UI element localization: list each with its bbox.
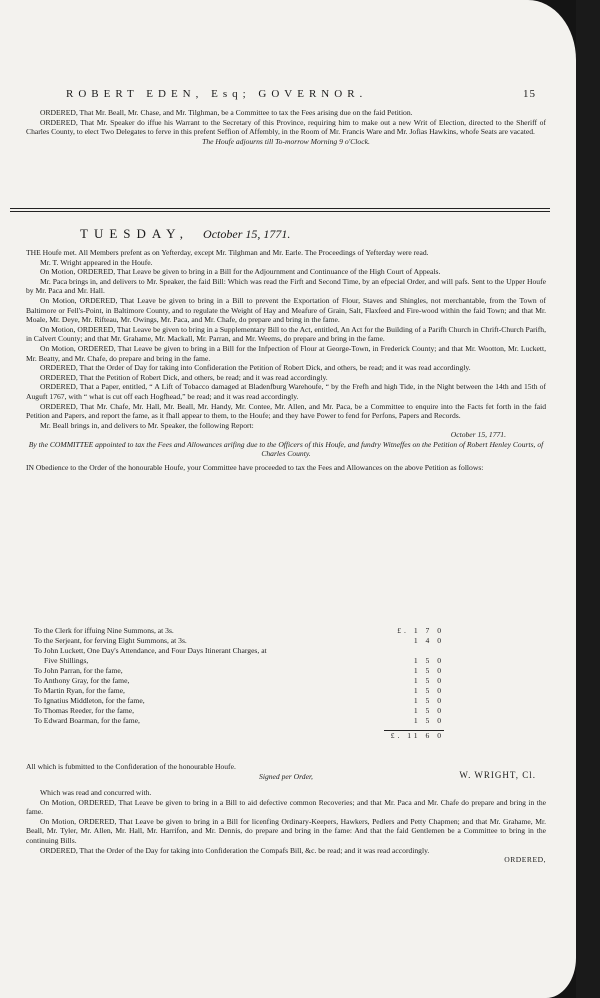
fee-row: To Martin Ryan, for the fame, 1 5 0 (34, 686, 444, 695)
fee-row: Five Shillings, 1 5 0 (44, 656, 444, 665)
body-paragraph: THE Houfe met. All Members prefent as on Yefterday, except Mr. Tilghman and Mr. Earle. The Proceedings of Yefterday were read. (26, 248, 429, 257)
closing-line: All which is fubmitted to the Confideration of the honourable Houfe. (26, 762, 236, 771)
fee-row: To Ignatius Middleton, for the fame, 1 5 0 (34, 696, 444, 705)
body-paragraph: Mr. T. Wright appeared in the Houfe. (40, 257, 153, 267)
body-paragraph: Mr. Beall brings in, and delivers to Mr. Speaker, the following Report: (40, 420, 254, 430)
fee-row: To Anthony Gray, for the fame, 1 5 0 (34, 676, 444, 685)
report-date: October 15, 1771. (450, 430, 506, 440)
day-name: TUESDAY, (80, 226, 190, 241)
day-date: October 15, 1771. (203, 227, 291, 241)
signed-line: Signed per Order, (259, 771, 313, 781)
scan-edge (576, 0, 600, 998)
fee-row: To Thomas Reeder, for the fame, 1 5 0 (34, 706, 444, 715)
bottom-paragraph: On Motion, ORDERED, That Leave be given to bring in a Bill for licenfing Ordinary-Keepers, Hawkers, Pedlers and Petty Chapmen; and that Mr. Grahame, Mr. Beall, Mr. Tyler, Mr. Allen, Mr. Hall, Mr. Harrifon, and Mr. Dennis, do prepare and bring in the fame: And that the faid Gentlemen be a Committee to bring in the continuing Bills. (26, 816, 546, 845)
fee-row: To John Parran, for the fame, 1 5 0 (34, 666, 444, 675)
adjournment-line: The Houfe adjourns till To-morrow Morning 9 o'Clock. (202, 136, 370, 146)
fee-row: To the Clerk for iffuing Nine Summons, at 3s. £. 1 7 0 (34, 626, 444, 635)
day-heading (80, 226, 290, 242)
clerk-signature: W. WRIGHT, Cl. (459, 770, 536, 780)
report-intro: IN Obedience to the Order of the honourable Houfe, your Committee have proceeded to tax the Fees and Allowances on the above Petition as follows: (26, 463, 484, 473)
body-paragraph: Mr. Paca brings in, and delivers to Mr. Speaker, the faid Bill: Which was read the Firft and Second Time, by an efpecial Order, and will pafs. Sent to the Upper Houfe by Mr. Paca and Mr. Hall. (26, 276, 546, 296)
running-head-title: ROBERT EDEN, Esq; GOVERNOR. (66, 88, 368, 100)
body-paragraph: On Motion, ORDERED, That Leave be given to bring in a Bill for the Adjournment and Continuance of the High Court of Appeals. (40, 267, 441, 277)
top-paragraph: ORDERED, That Mr. Beall, Mr. Chase, and Mr. Tilghman, be a Committee to tax the Fees arising due on the faid Petition. (40, 108, 413, 117)
body-paragraph: ORDERED, That the Petition of Robert Dick, and others, be read; and it was read accordingly. (40, 372, 328, 382)
section-rule (10, 208, 550, 212)
body-paragraph: ORDERED, That the Order of Day for taking into Confideration the Petition of Robert Dick, and others, be read; and it was read accordingly. (40, 363, 471, 373)
body-paragraph: ORDERED, That a Paper, entitled, “ A Lift of Tobacco damaged at Bladenfburg Warehoufe, “ by the Frefh and high Tide, in the Night between the 14th and 15th of Auguft 1767, with “ what is cut off each Hogfhead,” be read; and it was read accordingly. (26, 382, 546, 401)
body-paragraph: ORDERED, That Mr. Chafe, Mr. Hall, Mr. Beall, Mr. Handy, Mr. Contee, Mr. Allen, and Mr. Paca, be a Committee to enquire into the Facts fet forth in the faid Petition and Papers, and report the fame, as it fhall appear to them, to the Houfe; and they have Power to fend for Perfons, Papers and Records. (26, 401, 546, 421)
body-paragraph: On Motion, ORDERED, That Leave be given to bring in a Bill to prevent the Exportation of Flour, Staves and Shingles, not merchantable, from the Town of Baltimore or Fell's-Point, in Baltimore County, and to regulate the Weight of Hay and Meafure of Grain, Salt, Flaxfeed and Fire-wood within the faid Town; and that Mr. Moale, Mr. Deye, Mr. Rifteau, Mr. Owings, Mr. Paca, and Mr. Chafe, do prepare and bring in the fame. (26, 295, 546, 325)
catchword: ORDERED, (504, 855, 546, 865)
running-head (66, 88, 536, 100)
fee-total: £. 11 6 0 (390, 731, 444, 740)
fee-row: To the Serjeant, for ferving Eight Summons, at 3s. 1 4 0 (34, 636, 444, 645)
bottom-paragraph: Which was read and concurred with. (40, 788, 152, 797)
body-block (26, 248, 546, 473)
fee-row: To John Luckett, One Day's Attendance, and Four Days Itinerant Charges, at (34, 646, 267, 655)
page-number: 15 (523, 88, 536, 100)
top-block (26, 108, 546, 146)
fee-row: To Edward Boarman, for the fame, 1 5 0 (34, 716, 444, 725)
fee-total-row (34, 731, 444, 741)
body-paragraph: On Motion, ORDERED, That Leave be given to bring in a Supplementary Bill to the Act, entitled, An Act for the Building of a Parifh Church in Chrift-Church Parifh, in Calvert County; and that Mr. Grahame, Mr. Mackall, Mr. Parran, and Mr. Weems, do prepare and bring in the fame. (26, 324, 546, 344)
top-paragraph: ORDERED, That Mr. Speaker do iffue his Warrant to the Secretary of this Province, requiring him to make out a new Writ of Election, directed to the Sheriff of Charles County, to elect Two Delegates to ferve in this prefent Seffion of Affembly, in the Room of Mr. Francis Ware and Mr. Jofias Hawkins, whofe Seats are vacated. (26, 117, 546, 137)
body-paragraph: On Motion, ORDERED, That Leave be given to bring in a Bill for the Infpection of Flour at George-Town, in Frederick County; and that Mr. Wootton, Mr. Luckett, Mr. Beatty, and Mr. Chafe, do prepare and bring in the fame. (26, 343, 546, 363)
fee-table (34, 626, 444, 741)
report-heading: By the COMMITTEE appointed to tax the Fees and Allowances arifing due to the Officers of this Houfe, and fundry Witneffes on the Petition of Robert Henley Courts, of Charles County. (28, 439, 544, 459)
bottom-block (26, 788, 546, 865)
bottom-paragraph: On Motion, ORDERED, That Leave be given to bring in a Bill to aid defective common Recoveries; and that Mr. Paca and Mr. Chafe do prepare and bring in the fame. (26, 797, 546, 817)
bottom-paragraph: ORDERED, That the Order of the Day for taking into Confideration the Compafs Bill, &c. be read; and it was read accordingly. (40, 845, 430, 855)
